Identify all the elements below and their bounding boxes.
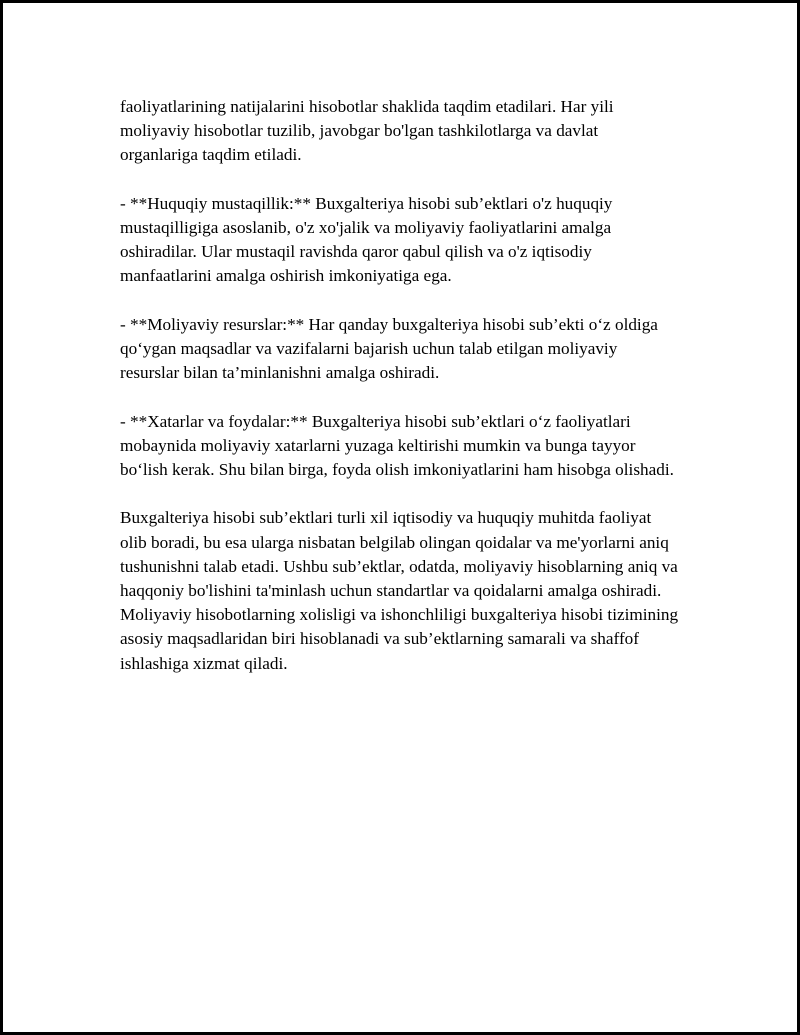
paragraph-risks-and-benefits: - **Xatarlar va foydalar:** Buxgalteriya hisobi sub’ektlari o‘z faoliyatlari mobaynida moliyaviy xatarlarni yuzaga keltirishi mumkin va bunga tayyor bo‘lish kerak. Shu bilan birga, foyda olish imkoniyatlarini ham hisobga olishadi. (120, 411, 674, 479)
paragraph-intro-continuation: faoliyatlarining natijalarini hisobotlar shaklida taqdim etadilari. Har yili moliyaviy hisobotlar tuzilib, javobgar bo'lgan tashkilotlarga va davlat organlariga taqdim etiladi. (120, 97, 614, 165)
paragraph-legal-independence: - **Huquqiy mustaqillik:** Buxgalteriya hisobi sub’ektlari o'z huquqiy mustaqilligiga asoslanib, o'z xo'jalik va moliyaviy faoliyatlarini amalga oshiradilar. Ular mustaqil ravishda qaror qabul qilish va o'z iqtisodiy manfaatlarini amalga oshirish imkoniyatiga ega. (120, 193, 613, 286)
paragraph-conclusion: Buxgalteriya hisobi sub’ektlari turli xil iqtisodiy va huquqiy muhitda faoliyat olib boradi, bu esa ularga nisbatan belgilab olingan qoidalar va me'yorlarni aniq tushunishni talab etadi. Ushbu sub’ektlar, odatda, moliyaviy hisoblarning aniq va haqqoniy bo'lishini ta'minlash uchun standartlar va qoidalarni amalga oshiradi. Moliyaviy hisobotlarning xolisligi va ishonchliligi buxgalteriya hisobi tizimining asosiy maqsadlaridan biri hisoblanadi va sub’ektlarning samarali va shaffof ishlashiga xizmat qiladi. (120, 508, 679, 673)
document-body (120, 95, 680, 700)
paragraph-financial-resources: - **Moliyaviy resurslar:** Har qanday buxgalteriya hisobi sub’ekti o‘z oldiga qo‘ygan maqsadlar va vazifalarni bajarish uchun talab etilgan moliyaviy resurslar bilan ta’minlanishni amalga oshiradi. (120, 314, 658, 383)
